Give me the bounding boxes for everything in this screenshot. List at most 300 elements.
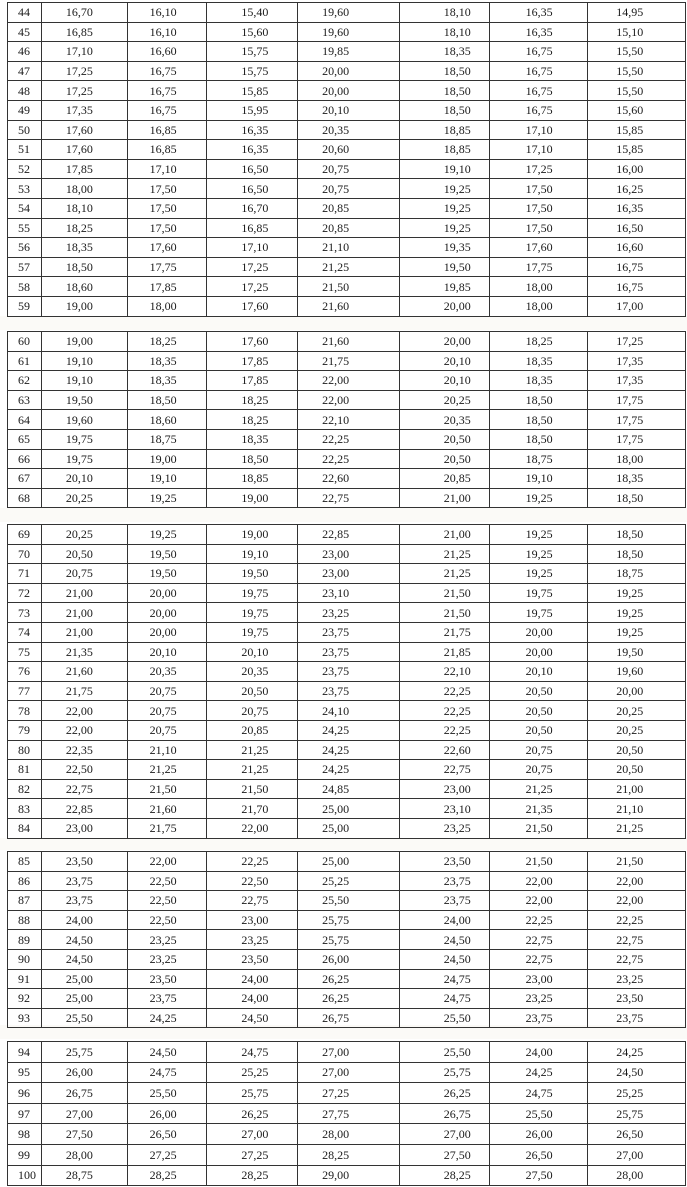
row-index-cell: 50 xyxy=(8,121,42,140)
value-cell: 20,75 xyxy=(298,160,400,179)
value-cell: 15,75 xyxy=(207,62,298,81)
value-cell: 28,25 xyxy=(207,1166,298,1186)
value-cell: 19,75 xyxy=(42,450,128,469)
value-cell: 20,10 xyxy=(400,352,490,371)
value-cell: 21,50 xyxy=(400,603,490,622)
value-cell: 17,85 xyxy=(128,277,208,296)
value-cell: 20,25 xyxy=(42,525,128,544)
value-cell: 16,75 xyxy=(128,101,208,120)
value-cell: 23,00 xyxy=(42,819,128,838)
row-index-cell: 69 xyxy=(8,525,42,544)
row-index-cell: 93 xyxy=(8,1009,42,1028)
value-cell: 23,25 xyxy=(400,819,490,838)
value-cell: 20,00 xyxy=(400,297,490,316)
value-cell: 24,75 xyxy=(490,1083,589,1103)
value-cell: 18,25 xyxy=(207,410,298,429)
row-index-cell: 74 xyxy=(8,623,42,642)
value-cell: 20,50 xyxy=(490,721,589,740)
row-index-cell: 58 xyxy=(8,277,42,296)
value-cell: 25,75 xyxy=(616,1106,644,1121)
value-cell: 24,25 xyxy=(298,741,400,760)
value-cell: 19,50 xyxy=(42,391,128,410)
value-cell: 22,00 xyxy=(42,701,128,720)
value-cell: 20,75 xyxy=(128,721,208,740)
value-cell: 27,50 xyxy=(42,1124,128,1144)
row-index-cell: 78 xyxy=(8,701,42,720)
table-row xyxy=(8,1009,685,1029)
value-cell: 17,60 xyxy=(128,238,208,257)
table-row xyxy=(8,819,685,839)
value-cell: 24,00 xyxy=(490,1042,589,1062)
value-cell: 21,35 xyxy=(42,643,128,662)
value-cell: 25,00 xyxy=(42,970,128,989)
table-row xyxy=(8,643,685,663)
value-cell: 20,00 xyxy=(298,81,400,100)
table-row xyxy=(8,23,685,43)
row-index-cell: 59 xyxy=(8,297,42,316)
value-cell: 18,60 xyxy=(128,410,208,429)
value-cell: 18,75 xyxy=(490,450,589,469)
value-cell: 19,75 xyxy=(490,584,589,603)
table-row xyxy=(8,140,685,160)
value-cell: 23,25 xyxy=(128,950,208,969)
table-row xyxy=(8,450,685,470)
value-cell: 22,00 xyxy=(616,893,644,908)
value-cell: 26,50 xyxy=(616,1127,644,1142)
value-cell: 18,10 xyxy=(42,199,128,218)
value-cell: 19,00 xyxy=(42,297,128,316)
value-cell: 15,50 xyxy=(616,83,644,98)
value-cell: 24,25 xyxy=(490,1063,589,1083)
value-cell: 16,50 xyxy=(616,220,644,235)
value-cell: 20,10 xyxy=(42,469,128,488)
value-cell: 22,85 xyxy=(298,525,400,544)
value-cell: 16,75 xyxy=(490,62,589,81)
value-cell: 23,00 xyxy=(298,545,400,564)
value-cell: 20,35 xyxy=(207,662,298,681)
value-cell: 26,25 xyxy=(400,1083,490,1103)
table-row xyxy=(8,545,685,565)
value-cell: 19,85 xyxy=(298,42,400,61)
value-cell: 18,10 xyxy=(400,23,490,42)
value-cell: 20,00 xyxy=(128,584,208,603)
value-cell: 28,00 xyxy=(616,1168,644,1183)
value-cell: 17,25 xyxy=(207,258,298,277)
value-cell: 19,25 xyxy=(400,179,490,198)
value-cell: 19,00 xyxy=(207,525,298,544)
value-cell: 23,00 xyxy=(400,780,490,799)
value-cell: 24,50 xyxy=(616,1065,644,1080)
value-cell: 18,50 xyxy=(616,491,644,506)
table-row xyxy=(8,721,685,741)
value-cell: 22,00 xyxy=(490,891,589,910)
value-cell: 26,00 xyxy=(128,1104,208,1124)
table-block-1 xyxy=(7,2,686,317)
value-cell: 17,75 xyxy=(490,258,589,277)
row-index-cell: 51 xyxy=(8,140,42,159)
value-cell: 25,00 xyxy=(298,799,400,818)
value-cell: 23,00 xyxy=(207,911,298,930)
table-row xyxy=(8,682,685,702)
row-index-cell: 86 xyxy=(8,872,42,891)
value-cell: 21,25 xyxy=(616,821,644,836)
value-cell: 26,00 xyxy=(490,1124,589,1144)
value-cell: 22,25 xyxy=(207,852,298,871)
value-cell: 20,85 xyxy=(207,721,298,740)
table-row xyxy=(8,623,685,643)
value-cell: 18,50 xyxy=(616,527,644,542)
value-cell: 23,75 xyxy=(128,989,208,1008)
table-row xyxy=(8,42,685,62)
value-cell: 18,25 xyxy=(128,332,208,351)
table-row xyxy=(8,332,685,352)
value-cell: 16,35 xyxy=(616,201,644,216)
value-cell: 16,10 xyxy=(128,3,208,22)
value-cell: 21,50 xyxy=(490,852,589,871)
value-cell: 24,00 xyxy=(400,911,490,930)
value-cell: 16,00 xyxy=(616,162,644,177)
table-row xyxy=(8,410,685,430)
value-cell: 23,00 xyxy=(490,970,589,989)
value-cell: 23,75 xyxy=(42,891,128,910)
table-row xyxy=(8,297,685,317)
row-index-cell: 81 xyxy=(8,760,42,779)
value-cell: 18,25 xyxy=(490,332,589,351)
value-cell: 23,75 xyxy=(298,662,400,681)
table-block-2 xyxy=(7,331,686,508)
table-row xyxy=(8,662,685,682)
value-cell: 21,50 xyxy=(400,584,490,603)
value-cell: 23,75 xyxy=(400,891,490,910)
value-cell: 21,50 xyxy=(128,780,208,799)
value-cell: 24,25 xyxy=(128,1009,208,1028)
value-cell: 20,00 xyxy=(490,623,589,642)
row-index-cell: 47 xyxy=(8,62,42,81)
value-cell: 19,60 xyxy=(298,23,400,42)
value-cell: 18,00 xyxy=(42,179,128,198)
value-cell: 19,25 xyxy=(616,625,644,640)
value-cell: 21,75 xyxy=(128,819,208,838)
value-cell: 25,50 xyxy=(400,1042,490,1062)
value-cell: 14,95 xyxy=(616,5,644,20)
row-index-cell: 44 xyxy=(8,3,42,22)
table-row xyxy=(8,3,685,23)
value-cell: 18,25 xyxy=(42,219,128,238)
value-cell: 16,75 xyxy=(128,81,208,100)
value-cell: 21,60 xyxy=(128,799,208,818)
value-cell: 19,10 xyxy=(207,545,298,564)
value-cell: 18,85 xyxy=(400,140,490,159)
value-cell: 22,75 xyxy=(207,891,298,910)
row-index-cell: 94 xyxy=(8,1042,42,1062)
value-cell: 19,85 xyxy=(400,277,490,296)
value-cell: 22,25 xyxy=(400,682,490,701)
value-cell: 15,60 xyxy=(207,23,298,42)
value-cell: 16,75 xyxy=(128,62,208,81)
value-cell: 16,35 xyxy=(490,23,589,42)
value-cell: 16,75 xyxy=(616,279,644,294)
value-cell: 20,60 xyxy=(298,140,400,159)
value-cell: 17,25 xyxy=(42,81,128,100)
value-cell: 18,75 xyxy=(128,430,208,449)
value-cell: 22,75 xyxy=(490,930,589,949)
table-row xyxy=(8,872,685,892)
value-cell: 19,25 xyxy=(400,219,490,238)
value-cell: 20,85 xyxy=(400,469,490,488)
value-cell: 20,50 xyxy=(616,762,644,777)
value-cell: 21,25 xyxy=(400,545,490,564)
value-cell: 20,35 xyxy=(128,662,208,681)
value-cell: 22,75 xyxy=(298,489,400,508)
value-cell: 19,60 xyxy=(42,410,128,429)
value-cell: 20,50 xyxy=(400,430,490,449)
row-index-cell: 83 xyxy=(8,799,42,818)
value-cell: 17,50 xyxy=(128,179,208,198)
value-cell: 18,00 xyxy=(490,277,589,296)
table-row xyxy=(8,489,685,509)
value-cell: 18,35 xyxy=(128,352,208,371)
value-cell: 19,25 xyxy=(128,525,208,544)
value-cell: 22,75 xyxy=(400,760,490,779)
value-cell: 17,75 xyxy=(128,258,208,277)
value-cell: 17,50 xyxy=(128,219,208,238)
value-cell: 24,50 xyxy=(400,950,490,969)
row-index-cell: 66 xyxy=(8,450,42,469)
table-row xyxy=(8,371,685,391)
row-index-cell: 55 xyxy=(8,219,42,238)
table-row xyxy=(8,701,685,721)
value-cell: 15,10 xyxy=(616,24,644,39)
value-cell: 25,50 xyxy=(128,1083,208,1103)
value-cell: 15,60 xyxy=(616,103,644,118)
value-cell: 25,75 xyxy=(207,1083,298,1103)
table-row xyxy=(8,760,685,780)
value-cell: 19,50 xyxy=(400,258,490,277)
value-cell: 18,35 xyxy=(128,371,208,390)
row-index-cell: 53 xyxy=(8,179,42,198)
value-cell: 22,00 xyxy=(490,872,589,891)
value-cell: 20,25 xyxy=(616,723,644,738)
value-cell: 22,75 xyxy=(616,932,644,947)
value-cell: 26,75 xyxy=(298,1009,400,1028)
value-cell: 23,50 xyxy=(42,852,128,871)
value-cell: 27,00 xyxy=(207,1124,298,1144)
value-cell: 23,10 xyxy=(400,799,490,818)
value-cell: 19,25 xyxy=(616,586,644,601)
value-cell: 20,85 xyxy=(298,199,400,218)
row-index-cell: 54 xyxy=(8,199,42,218)
value-cell: 28,75 xyxy=(42,1166,128,1186)
value-cell: 24,75 xyxy=(400,989,490,1008)
table-row xyxy=(8,1083,685,1104)
value-cell: 19,75 xyxy=(490,603,589,622)
row-index-cell: 87 xyxy=(8,891,42,910)
value-cell: 20,35 xyxy=(298,121,400,140)
value-cell: 28,00 xyxy=(42,1145,128,1165)
value-cell: 20,35 xyxy=(400,410,490,429)
value-cell: 21,00 xyxy=(400,525,490,544)
value-cell: 25,75 xyxy=(298,911,400,930)
value-cell: 19,10 xyxy=(400,160,490,179)
value-cell: 18,50 xyxy=(400,81,490,100)
value-cell: 17,10 xyxy=(207,238,298,257)
value-cell: 23,50 xyxy=(128,970,208,989)
table-row xyxy=(8,1063,685,1084)
value-cell: 16,85 xyxy=(207,219,298,238)
value-cell: 25,25 xyxy=(616,1085,644,1100)
row-index-cell: 57 xyxy=(8,258,42,277)
value-cell: 23,50 xyxy=(400,852,490,871)
value-cell: 18,50 xyxy=(207,450,298,469)
value-cell: 20,75 xyxy=(128,682,208,701)
value-cell: 16,25 xyxy=(616,181,644,196)
row-index-cell: 90 xyxy=(8,950,42,969)
value-cell: 22,75 xyxy=(42,780,128,799)
value-cell: 17,10 xyxy=(42,42,128,61)
value-cell: 28,00 xyxy=(298,1124,400,1144)
row-index-cell: 98 xyxy=(8,1124,42,1144)
table-block-4 xyxy=(7,851,686,1028)
value-cell: 26,00 xyxy=(298,950,400,969)
table-row xyxy=(8,258,685,278)
value-cell: 25,00 xyxy=(298,852,400,871)
value-cell: 17,10 xyxy=(490,140,589,159)
table-row xyxy=(8,989,685,1009)
value-cell: 20,10 xyxy=(490,662,589,681)
value-cell: 16,50 xyxy=(207,160,298,179)
value-cell: 20,75 xyxy=(128,701,208,720)
value-cell: 17,75 xyxy=(616,393,644,408)
value-cell: 24,10 xyxy=(298,701,400,720)
value-cell: 28,25 xyxy=(128,1166,208,1186)
value-cell: 25,50 xyxy=(400,1009,490,1028)
table-row xyxy=(8,564,685,584)
value-cell: 20,10 xyxy=(128,643,208,662)
value-cell: 18,85 xyxy=(207,469,298,488)
value-cell: 27,50 xyxy=(400,1145,490,1165)
value-cell: 21,00 xyxy=(616,782,644,797)
value-cell: 24,75 xyxy=(207,1042,298,1062)
value-cell: 27,00 xyxy=(298,1042,400,1062)
value-cell: 24,75 xyxy=(400,970,490,989)
value-cell: 22,35 xyxy=(42,741,128,760)
value-cell: 15,50 xyxy=(616,44,644,59)
value-cell: 23,75 xyxy=(42,872,128,891)
table-row xyxy=(8,160,685,180)
value-cell: 17,60 xyxy=(42,140,128,159)
value-cell: 23,00 xyxy=(298,564,400,583)
table-row xyxy=(8,238,685,258)
value-cell: 15,85 xyxy=(207,81,298,100)
value-cell: 18,25 xyxy=(207,391,298,410)
value-cell: 25,00 xyxy=(298,819,400,838)
value-cell: 24,25 xyxy=(298,721,400,740)
value-cell: 25,75 xyxy=(400,1063,490,1083)
value-cell: 19,50 xyxy=(207,564,298,583)
value-cell: 26,75 xyxy=(42,1083,128,1103)
value-cell: 27,25 xyxy=(128,1145,208,1165)
table-row xyxy=(8,81,685,101)
value-cell: 24,25 xyxy=(616,1044,644,1059)
row-index-cell: 62 xyxy=(8,371,42,390)
row-index-cell: 68 xyxy=(8,489,42,508)
value-cell: 27,75 xyxy=(298,1104,400,1124)
value-cell: 19,25 xyxy=(490,564,589,583)
table-row xyxy=(8,469,685,489)
value-cell: 23,75 xyxy=(490,1009,589,1028)
table-row xyxy=(8,584,685,604)
value-cell: 17,25 xyxy=(616,334,644,349)
value-cell: 26,50 xyxy=(128,1124,208,1144)
value-cell: 17,75 xyxy=(616,412,644,427)
value-cell: 20,50 xyxy=(616,742,644,757)
value-cell: 22,25 xyxy=(298,450,400,469)
value-cell: 18,60 xyxy=(42,277,128,296)
value-cell: 23,50 xyxy=(207,950,298,969)
value-cell: 17,50 xyxy=(490,219,589,238)
value-cell: 21,00 xyxy=(400,489,490,508)
value-cell: 20,25 xyxy=(400,391,490,410)
value-cell: 21,50 xyxy=(616,854,644,869)
table-row xyxy=(8,199,685,219)
value-cell: 24,50 xyxy=(128,1042,208,1062)
table-row xyxy=(8,1104,685,1125)
value-cell: 20,50 xyxy=(42,545,128,564)
table-row xyxy=(8,970,685,990)
value-cell: 15,40 xyxy=(207,3,298,22)
value-cell: 22,25 xyxy=(400,701,490,720)
value-cell: 16,85 xyxy=(128,140,208,159)
value-cell: 16,35 xyxy=(490,3,589,22)
value-cell: 17,50 xyxy=(128,199,208,218)
row-index-cell: 77 xyxy=(8,682,42,701)
value-cell: 18,50 xyxy=(490,430,589,449)
value-cell: 18,35 xyxy=(490,371,589,390)
value-cell: 22,00 xyxy=(128,852,208,871)
row-index-cell: 99 xyxy=(8,1145,42,1165)
table-block-5 xyxy=(7,1041,686,1186)
value-cell: 18,00 xyxy=(616,451,644,466)
value-cell: 16,35 xyxy=(207,121,298,140)
value-cell: 20,75 xyxy=(490,760,589,779)
value-cell: 19,75 xyxy=(42,430,128,449)
value-cell: 22,10 xyxy=(400,662,490,681)
table-row xyxy=(8,1124,685,1145)
value-cell: 21,60 xyxy=(298,297,400,316)
value-cell: 20,50 xyxy=(400,450,490,469)
value-cell: 22,85 xyxy=(42,799,128,818)
table-row xyxy=(8,121,685,141)
value-cell: 16,70 xyxy=(207,199,298,218)
row-index-cell: 73 xyxy=(8,603,42,622)
value-cell: 16,50 xyxy=(207,179,298,198)
value-cell: 20,75 xyxy=(490,741,589,760)
value-cell: 18,85 xyxy=(400,121,490,140)
value-cell: 20,75 xyxy=(298,179,400,198)
row-index-cell: 65 xyxy=(8,430,42,449)
value-cell: 21,25 xyxy=(490,780,589,799)
value-cell: 21,00 xyxy=(42,623,128,642)
value-cell: 17,60 xyxy=(42,121,128,140)
value-cell: 20,75 xyxy=(207,701,298,720)
value-cell: 16,75 xyxy=(616,260,644,275)
value-cell: 19,50 xyxy=(616,644,644,659)
value-cell: 23,25 xyxy=(490,989,589,1008)
value-cell: 20,10 xyxy=(400,371,490,390)
value-cell: 22,25 xyxy=(616,913,644,928)
value-cell: 29,00 xyxy=(298,1166,400,1186)
row-index-cell: 91 xyxy=(8,970,42,989)
